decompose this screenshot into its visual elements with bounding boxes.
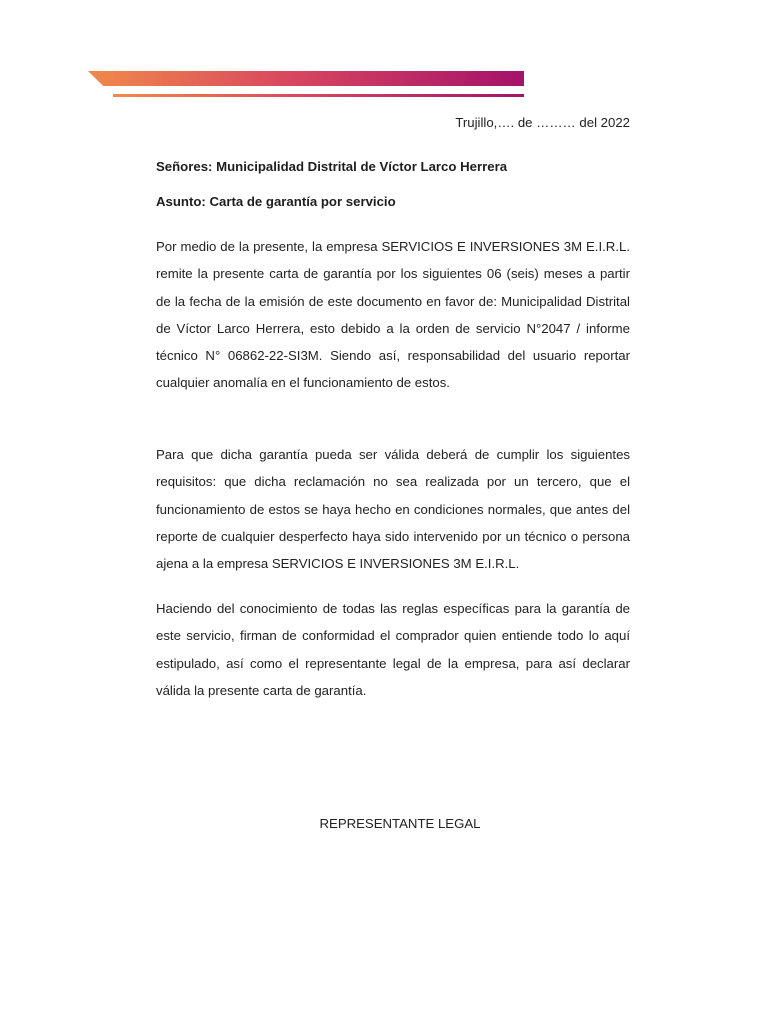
body-paragraph-3: Haciendo del conocimiento de todas las reglas específicas para la garantía de este servicio, firman de conformidad el comprador quien entiende todo lo aquí estipulado, así como el representante legal de la empresa, para así declarar válida la presente carta de garantía.	[156, 601, 630, 698]
subject-heading: Asunto: Carta de garantía por servicio	[156, 194, 396, 209]
signature-label: REPRESENTANTE LEGAL	[319, 816, 481, 831]
header-decorative-line	[113, 94, 524, 97]
body-paragraph-1: Por medio de la presente, la empresa SERVICIOS E INVERSIONES 3M E.I.R.L. remite la presente carta de garantía por los siguientes 06 (seis) meses a partir de la fecha de la emisión de este documento en favor de: Municipalidad Distrital de Víctor Larco Herrera, esto debido a la orden de servicio N°2047 / informe técnico N° 06862-22-SI3M. Siendo así, responsabilidad del usuario reportar cualquier anomalía en el funcionamiento de estos.	[156, 239, 630, 391]
header-decorative-band	[88, 71, 524, 86]
body-paragraph-2: Para que dicha garantía pueda ser válida deberá de cumplir los siguientes requisitos: que dicha reclamación no sea realizada por un tercero, que el funcionamiento de estos se haya hecho en condiciones normales, que antes del reporte de cualquier desperfecto haya sido intervenido por un técnico o persona ajena a la empresa SERVICIOS E INVERSIONES 3M E.I.R.L.	[156, 447, 630, 572]
recipient-heading: Señores: Municipalidad Distrital de Víctor Larco Herrera	[156, 159, 508, 174]
date-line: Trujillo,…. de ……… del 2022	[455, 115, 630, 130]
